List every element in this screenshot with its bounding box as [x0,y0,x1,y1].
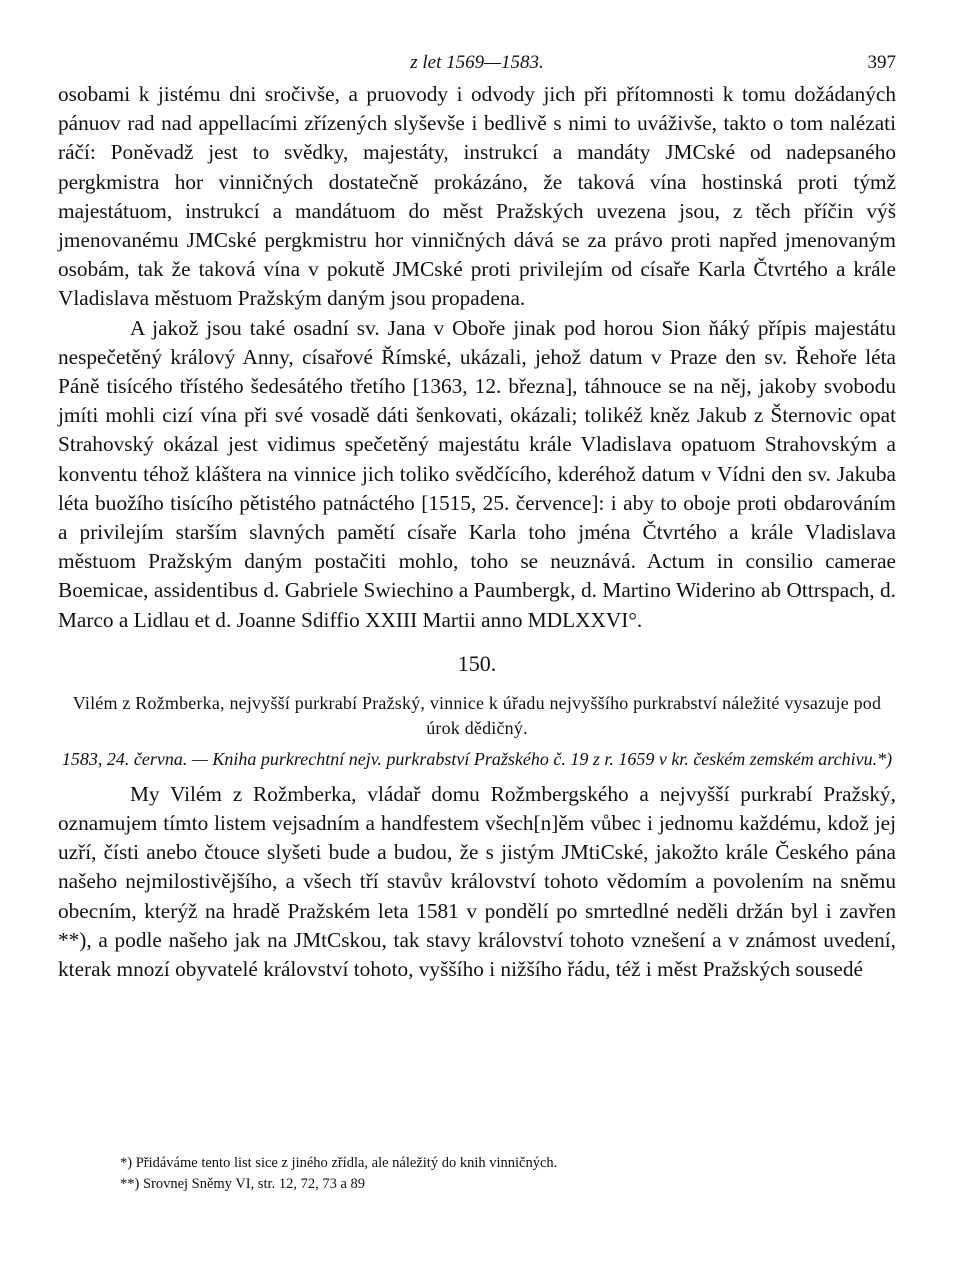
footnote-2: **) Srovnej Sněmy VI, str. 12, 72, 73 a 89 [120,1176,366,1192]
page-number: 397 [867,52,896,73]
footnotes [58,1153,896,1195]
document-text: My Vilém z Rožmberka, vládař domu Rožmbergského a nejvyšší purkrabí Pražský, oznamujem tímto listem vejsadním a handfestem všech[n]ěm vůbec i jednomu každému, kdož jej uzří, čísti anebo čtouce slyšeti bude a budou, že s jistým JMtiCské, jakožto krále Českého pána našeho nejmilostivějšího, a všech tří stavův království tohoto vědomím a povolením na sněmu obecním, kterýž na hradě Pražském leta 1581 v pondělí po smrtedlné neděli držán byl i zavřen **), a podle našeho jak na JMtCskou, tak stavy království tohoto vznešení a v známost uvedení, kterak mnozí obyvatelé království tohoto, vyššího i nižšího řádu, též i měst Pražských sousedé [58,781,896,982]
document-source: 1583, 24. června. — Kniha purkrechtní nejv. purkrabství Pražského č. 19 z r. 1659 v kr. českém zemském archivu.*) [61,748,893,769]
footnote-1: *) Přidáváme tento list sice z jiného zřídla, ale náležitý do knih vinničných. [120,1155,558,1171]
document-title: Vilém z Rožmberka, nejvyšší purkrabí Pražský, vinnice k úřadu nejvyššího purkrabství náležité vysazuje pod úrok dědičný. [72,692,882,738]
page-header [58,52,896,80]
running-head: z let 1569—1583. [410,52,544,73]
page [58,52,896,984]
paragraph-2: A jakož jsou také osadní sv. Jana v Oboře jinak pod horou Sion ňáký přípis majestátu nespečetěný králový Anny, císařové Římské, ukázali, jehož datum v Praze den sv. Řehoře léta Páně tisícého třístého šedesátého třetího [1363, 12. března], táhnouce se na něj, jakoby svobodu jmíti mohli cizí vína při své vosadě dáti šenkovati, okázali; tolikéž kněz Jakub z Šternovic opat Strahovský okázal jest vidimus spečetěný majestátu krále Vladislava opatuom Strahovským a konventu téhož kláštera na vinnice jich toliko svědčícího, kderéhož datum v Vídni den sv. Jakuba léta buožího tisícího pětistého patnáctého [1515, 25. července]: i aby to oboje proti obdarováním a privilejím starším slavných pamětí císaře Karla toho jména Čtvrtého a krále Vladislava městuom Pražským daným postačiti mohlo, toho se neuznává. Actum in consilio camerae Boemicae, assidentibus d. Gabriele Swiechino a Paumbergk, d. Martino Widerino ab Ottrspach, d. Marco a Lidlau et d. Joanne Sdiffio XXIII Martii anno MDLXXVI°. [58,315,896,632]
paragraph-1: osobami k jistému dni sročivše, a pruovody i odvody jich při přítomnosti k tomu dožádaných pánuov rad nad appellacími zřízených slyševše i bedlivě s nimi to uváživše, takto o tom nalézati ráčí: Poněvadž jest to svědky, majestáty, instrukcí a mandáty JMCské od nadepsaného pergkmistra hor vinničných dostatečně prokázáno, že taková vína hostinská proti týmž majestátuom, instrukcí a mandátuom do měst Pražských uvezena jsou, z těch příčin výš jmenovanému JMCské pergkmistru hor vinničných dává se za právo proti napřed jmenovaným osobám, tak že taková vína v pokutě JMCské proti privilejím od císaře Karla Čtvrtého a krále Vladislava městuom Pražským daným jsou propadena. [58,82,896,311]
document-number: 150. [457,650,497,676]
